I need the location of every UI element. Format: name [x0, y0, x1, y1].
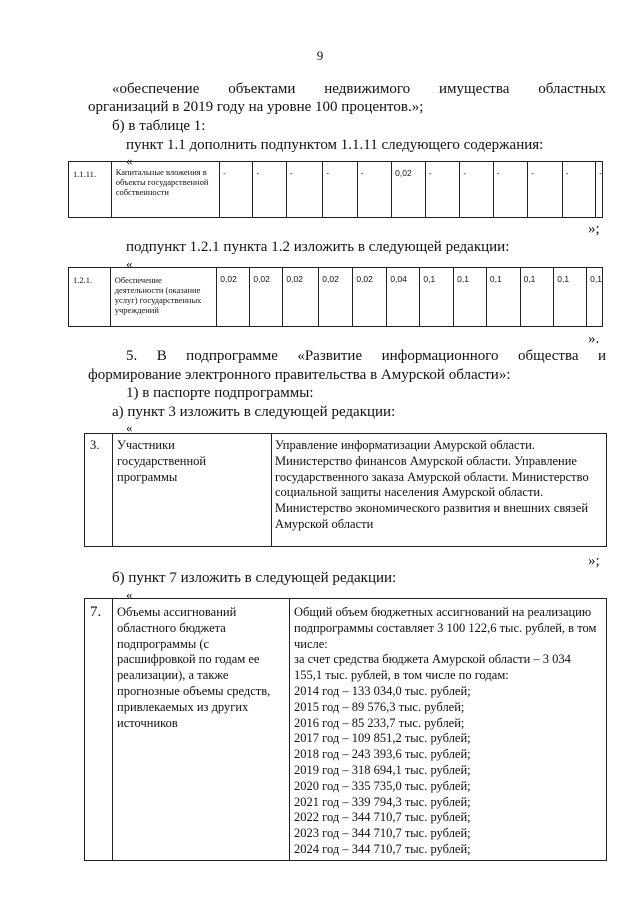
row-name: Обеспечение деятельности (оказание услуг) государственных учреждений [110, 268, 217, 327]
budget-year: 2016 год – 85 233,7 тыс. рублей; [294, 715, 465, 730]
value-cell: 0,02 [392, 162, 426, 218]
table-punkt-3 [84, 433, 607, 547]
value-cell: - [357, 162, 391, 218]
value-cell: - [219, 162, 252, 218]
value-cell: 0,1 [554, 268, 587, 327]
value-cell: 0,1 [587, 268, 603, 327]
row-content [290, 599, 607, 861]
word: В [156, 348, 167, 364]
word: «обеспечение [112, 81, 200, 97]
closing-quote-semicolon: »; [588, 221, 600, 237]
budget-year: 2024 год – 344 710,7 тыс. рублей; [294, 841, 471, 856]
row-code: 1.2.1. [69, 268, 111, 327]
item-punkt-1-1: пункт 1.1 дополнить подпунктом 1.1.11 следующего содержания: [126, 137, 544, 153]
value-cell: - [425, 162, 459, 218]
budget-year: 2017 год – 109 851,2 тыс. рублей; [294, 731, 471, 746]
row-content: Управление информатизации Амурской области. Министерство финансов Амурской области. Управление государственного заказа Амурской области. Министерство социальной защиты населения Амурской области. Министерство экономического развития и внешних связей Амурской области [272, 434, 607, 547]
item-punkt-1-2-1: подпункт 1.2.1 пункта 1.2 изложить в следующей редакции: [126, 239, 510, 255]
closing-quote-semicolon: »; [588, 553, 600, 569]
word: информационного [381, 348, 499, 364]
word: имущества [439, 81, 510, 97]
word: общества [518, 348, 579, 364]
word: подпрограмме [186, 348, 278, 364]
value-cell: - [323, 162, 357, 218]
open-quote: « [126, 153, 133, 168]
budget-intro: Общий объем бюджетных ассигнований на реализацию подпрограммы составляет 3 100 122,6 тыс. рублей, в том числе: [294, 605, 597, 651]
item-a-punkt-3: а) пункт 3 изложить в следующей редакции: [112, 404, 396, 420]
value-cell: - [286, 162, 322, 218]
row-code: 1.1.11. [69, 162, 112, 218]
page-number: 9 [316, 48, 324, 63]
row-number: 3. [85, 434, 113, 547]
budget-year: 2020 год – 335 735,0 тыс. рублей; [294, 778, 471, 793]
paragraph-objects-line1 [112, 80, 606, 98]
item-b-punkt-7: б) пункт 7 изложить в следующей редакции: [112, 570, 397, 586]
paragraph-5-line2: формирование электронного правительства в Амурской области»: [88, 367, 511, 383]
value-cell: - [460, 162, 493, 218]
table-row-1-1-11 [68, 161, 603, 218]
budget-year: 2018 год – 243 393,6 тыс. рублей; [294, 747, 471, 762]
value-cell: - [528, 162, 562, 218]
value-cell: - [562, 162, 596, 218]
row-label: Участники государственной программы [113, 434, 272, 547]
closing-quote-dot: ». [588, 331, 600, 347]
budget-year: 2021 год – 339 794,3 тыс. рублей; [294, 794, 471, 809]
paragraph-5-line1 [126, 347, 606, 365]
row-name: Капитальные вложения в объекты государственной собственности [111, 162, 219, 218]
paragraph-objects-line2: организаций в 2019 году на уровне 100 процентов.»; [88, 99, 424, 115]
row-number: 7. [85, 599, 113, 861]
value-cell: - [493, 162, 527, 218]
value-cell: 0,1 [420, 268, 454, 327]
value-cell: 0,1 [486, 268, 520, 327]
value-cell: 0,02 [250, 268, 283, 327]
budget-year: 2014 год – 133 034,0 тыс. рублей; [294, 683, 471, 698]
value-cell: 0,04 [387, 268, 420, 327]
open-quote: « [126, 256, 133, 271]
budget-year: 2022 год – 344 710,7 тыс. рублей; [294, 810, 471, 825]
item-1-passport: 1) в паспорте подпрограммы: [126, 385, 314, 401]
value-cell: 0,02 [319, 268, 353, 327]
value-cell: 0,02 [283, 268, 319, 327]
value-cell: 0,1 [520, 268, 554, 327]
word: «Развитие [297, 348, 363, 364]
budget-year: 2019 год – 318 694,1 тыс. рублей; [294, 762, 471, 777]
table-row-1-2-1 [68, 267, 603, 327]
value-cell: - [596, 162, 603, 218]
word: объектами [228, 81, 296, 97]
budget-year: 2023 год – 344 710,7 тыс. рублей; [294, 826, 471, 841]
budget-regional: за счет средства бюджета Амурской области – 3 034 155,1 тыс. рублей, в том числе по годам: [294, 652, 571, 683]
open-quote: « [126, 587, 133, 602]
value-cell: - [253, 162, 286, 218]
value-cell: 0,02 [353, 268, 387, 327]
word: недвижимого [324, 81, 411, 97]
word: и [597, 348, 606, 364]
value-cell: 0,02 [217, 268, 250, 327]
word: 5. [126, 348, 138, 364]
word: областных [538, 81, 606, 97]
budget-year: 2015 год – 89 576,3 тыс. рублей; [294, 699, 465, 714]
open-quote: « [126, 420, 133, 435]
value-cell: 0,1 [454, 268, 487, 327]
row-label: Объемы ассигнований областного бюджета подпрограммы (с расшифровкой по годам ее реализации), а также прогнозные объемы средств, привлекаемых из других источников [113, 599, 290, 861]
item-table1: б) в таблице 1: [112, 118, 206, 134]
table-punkt-7 [84, 598, 607, 861]
